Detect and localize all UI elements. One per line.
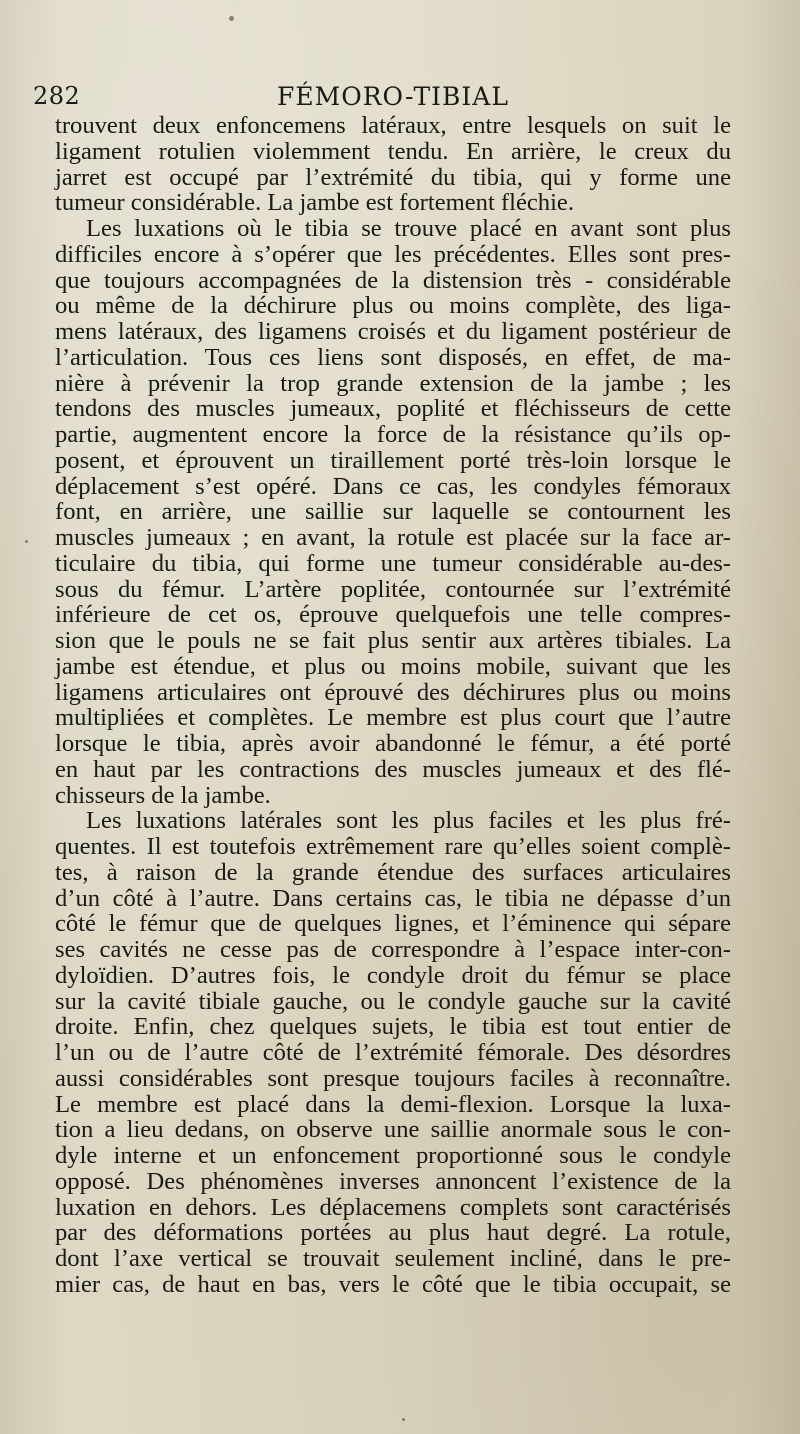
text-line: chisseurs de la jambe. [55,781,271,809]
text-line: ticulaire du tibia, qui forme une tumeur considérable au-des- [55,549,731,577]
paragraph-start-line: Les luxations latérales sont les plus faciles et les plus fré- [86,807,731,835]
text-line: en haut par les contractions des muscles jumeaux et des flé- [55,755,731,783]
body-text [55,113,731,1298]
text-line: déplacement s’est opéré. Dans ce cas, les condyles fémoraux [55,472,731,500]
text-line: droite. Enfin, chez quelques sujets, le tibia est tout entier de [55,1013,731,1041]
text-line: muscles jumeaux ; en avant, la rotule est placée sur la face ar- [55,524,731,551]
text-line: posent, et éprouvent un tiraillement porté très-loin lorsque le [55,446,731,474]
text-line: difficiles encore à s’opérer que les précédentes. Elles sont pres- [55,240,731,268]
page-header [33,80,753,114]
text-line: sous du fémur. L’artère poplitée, contournée sur l’extrémité [55,575,731,603]
text-line: lorsque le tibia, après avoir abandonné le fémur, a été porté [55,730,731,757]
text-line: d’un côté à l’autre. Dans certains cas, le tibia ne dépasse d’un [55,884,731,912]
text-line: tumeur considérable. La jambe est fortement fléchie. [55,189,574,217]
running-head: FÉMORO-TIBIAL [277,82,509,111]
paper-speck [25,540,28,543]
text-line: jambe est étendue, et plus ou moins mobile, suivant que les [55,652,731,680]
text-line: inférieure de cet os, éprouve quelquefois une telle compres- [55,601,731,629]
text-line: quentes. Il est toutefois extrêmement rare qu’elles soient complè- [55,833,731,860]
text-line: ses cavités ne cesse pas de correspondre à l’espace inter-con- [55,936,731,963]
text-line: tion a lieu dedans, on observe une saillie anormale sous le con- [55,1116,731,1144]
text-line: dont l’axe vertical se trouvait seulement incliné, dans le pre- [55,1245,731,1272]
text-line: ou même de la déchirure plus ou moins complète, des liga- [55,292,731,320]
text-line: mens latéraux, des ligamens croisés et du ligament postérieur de [55,318,731,345]
text-line: jarret est occupé par l’extrémité du tibia, qui y forme une [55,163,731,191]
text-line: côté le fémur que de quelques lignes, et l’éminence qui sépare [55,910,731,938]
text-line: l’articulation. Tous ces liens sont disposés, en effet, de ma- [55,343,731,371]
paper-speck [229,16,234,21]
text-line: par des déformations portées au plus haut degré. La rotule, [55,1219,731,1247]
text-line: l’un ou de l’autre côté de l’extrémité fémorale. Des désordres [55,1039,731,1066]
text-line: trouvent deux enfoncemens latéraux, entre lesquels on suit le [55,112,731,139]
text-line: sur la cavité tibiale gauche, ou le condyle gauche sur la cavité [55,987,731,1015]
text-line: multipliées et complètes. Le membre est plus court que l’autre [55,704,731,732]
text-line: nière à prévenir la trop grande extension de la jambe ; les [55,369,731,397]
text-line: tendons des muscles jumeaux, poplité et fléchisseurs de cette [55,395,731,423]
text-line: aussi considérables sont presque toujours faciles à reconnaître. [55,1064,731,1092]
text-line: luxation en dehors. Les déplacemens complets sont caractérisés [55,1193,731,1221]
text-line: font, en arrière, une saillie sur laquelle se contournent les [55,498,731,526]
text-line: opposé. Des phénomènes inverses annoncent l’existence de la [55,1167,731,1195]
text-line: sion que le pouls ne se fait plus sentir aux artères tibiales. La [55,627,731,654]
text-line: dyle interne et un enfoncement proportionné sous le condyle [55,1142,731,1169]
paragraph-start-line: Les luxations où le tibia se trouve placé en avant sont plus [86,215,731,242]
text-line: partie, augmentent encore la force de la résistance qu’ils op- [55,421,731,448]
text-line: dyloïdien. D’autres fois, le condyle droit du fémur se place [55,961,731,989]
text-line: que toujours accompagnées de la distension très - considérable [55,266,731,294]
text-line: mier cas, de haut en bas, vers le côté que le tibia occupait, se [55,1270,731,1298]
text-line: Le membre est placé dans la demi-flexion. Lorsque la luxa- [55,1090,731,1118]
text-line: ligament rotulien violemment tendu. En arrière, le creux du [55,137,731,165]
page-number: 282 [33,82,81,110]
text-line: ligamens articulaires ont éprouvé des déchirures plus ou moins [55,678,731,706]
paper-speck [402,1418,405,1421]
text-line: tes, à raison de la grande étendue des surfaces articulaires [55,858,731,886]
